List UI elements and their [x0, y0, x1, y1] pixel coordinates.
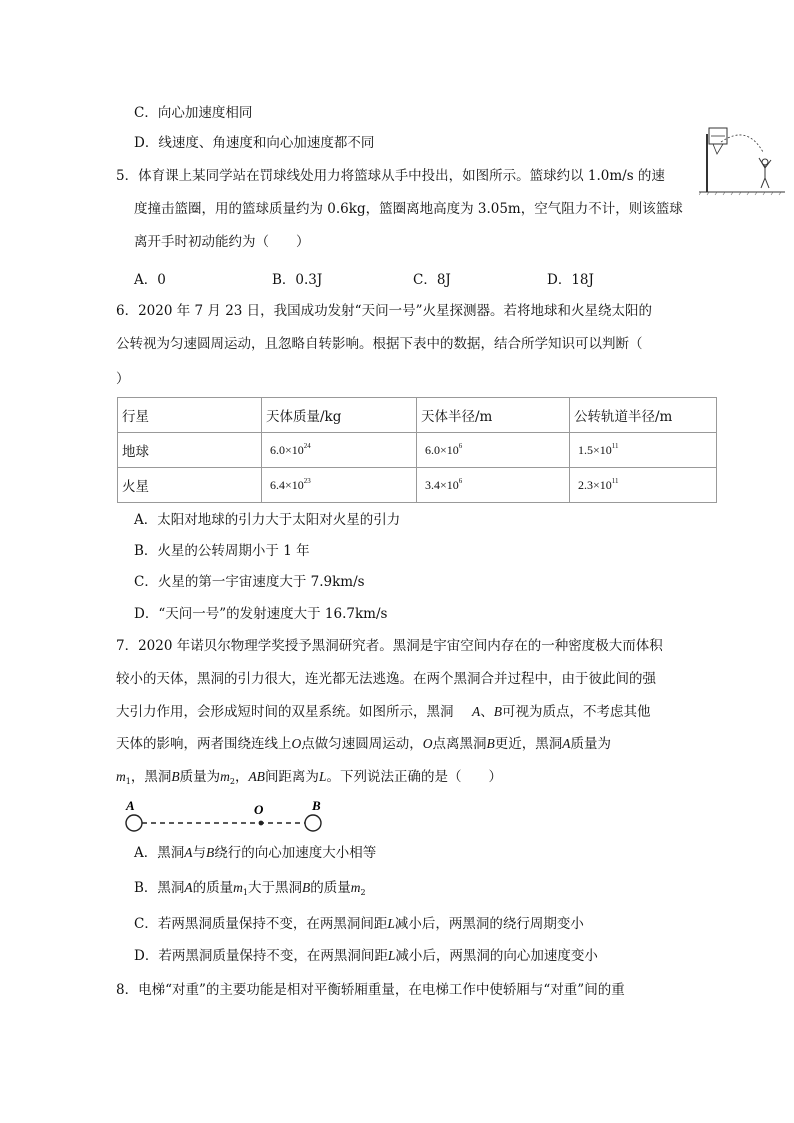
q7-stem-line3-tail: A、B可视为质点，不考虑其他	[472, 704, 651, 720]
table-cell: $6.4\times 10^{23}$	[262, 468, 417, 503]
hoop-net	[713, 144, 723, 154]
q6-option-a: A．太阳对地球的引力大于太阳对火星的引力	[134, 512, 401, 528]
q6-stem-line2: 公转视为匀速圆周运动，且忽略自转影响。根据下表中的数据，结合所学知识可以判断（	[116, 336, 643, 352]
table-cell: $3.4\times 10^6$	[417, 468, 570, 503]
table-cell: $6.0\times 10^{24}$	[262, 433, 417, 468]
q5-option-d: D．18J	[547, 272, 594, 288]
black-hole-b	[305, 815, 321, 831]
q6-option-c: C．火星的第一宇宙速度大于 7.9km/s	[134, 574, 365, 590]
q7-option-a: A．黑洞A与B绕行的向心加速度大小相等	[134, 845, 377, 861]
q7-stem-line3: 大引力作用，会形成短时间的双星系统。如图所示，黑洞	[116, 704, 454, 720]
label-o: O	[254, 802, 264, 817]
basketball-figure	[699, 124, 785, 196]
planet-data-table	[117, 397, 717, 503]
table-cell: 火星	[118, 468, 262, 503]
q5-stem-line2: 度撞击篮圈，用的篮球质量约为 0.6kg，篮圈离地高度为 3.05m，空气阻力不计，则该篮球	[134, 201, 683, 217]
q7-stem-line4: 天体的影响，两者围绕连线上O点做匀速圆周运动，O点离黑洞B更近，黑洞A质量为	[116, 736, 611, 752]
table-cell: $2.3\times 10^{11}$	[570, 468, 717, 503]
q6-stem-line3: ）	[116, 371, 130, 387]
q5-option-a: A．0	[134, 272, 166, 288]
point-o	[259, 821, 264, 826]
table-header: 公转轨道半径/m	[570, 398, 717, 433]
q5-stem-line1: 5．体育课上某同学站在罚球线处用力将篮球从手中投出，如图所示。篮球约以 1.0m/s 的速	[116, 168, 665, 184]
q7-stem-line5: $m_1$，黑洞B质量为$m_2$，AB间距离为L。下列说法正确的是（ ）	[116, 769, 502, 786]
q6-stem-line1: 6．2020 年 7 月 23 日，我国成功发射“天问一号”火星探测器。若将地球和火星绕太阳的	[116, 303, 652, 319]
q7-option-d: D．若两黑洞质量保持不变，在两黑洞间距L减小后，两黑洞的向心加速度变小	[134, 948, 598, 964]
table-header: 天体半径/m	[417, 398, 570, 433]
q6-option-b: B．火星的公转周期小于 1 年	[134, 543, 310, 559]
label-a: A	[126, 798, 135, 813]
q7-stem-line2: 较小的天体，黑洞的引力很大，连光都无法逃逸。在两个黑洞合并过程中，由于彼此间的强	[116, 671, 656, 687]
q5-option-c: C．8J	[413, 272, 451, 288]
table-row	[118, 433, 717, 468]
q7-stem-line1: 7．2020 年诺贝尔物理学奖授予黑洞研究者。黑洞是宇宙空间内存在的一种密度极大而体积	[116, 638, 663, 654]
table-header: 行星	[118, 398, 262, 433]
q4-option-d: D．线速度、角速度和向心加速度都不同	[134, 135, 375, 151]
table-row	[118, 468, 717, 503]
q7-option-c: C．若两黑洞质量保持不变，在两黑洞间距L减小后，两黑洞的绕行周期变小	[134, 916, 584, 932]
table-header: 天体质量/kg	[262, 398, 417, 433]
table-cell: $6.0\times 10^6$	[417, 433, 570, 468]
table-header-row	[118, 398, 717, 433]
label-b: B	[312, 798, 321, 813]
table-cell: 地球	[118, 433, 262, 468]
q7-option-b: B．黑洞A的质量$m_1$大于黑洞B的质量$m_2$	[134, 880, 366, 897]
black-hole-a	[126, 815, 142, 831]
q5-stem-line3: 离开手时初动能约为（ ）	[134, 234, 310, 250]
table-cell: $1.5\times 10^{11}$	[570, 433, 717, 468]
q4-option-c: C．向心加速度相同	[134, 105, 253, 121]
black-hole-diagram	[118, 798, 328, 836]
q6-option-d: D．“天问一号”的发射速度大于 16.7km/s	[134, 606, 388, 622]
q5-option-b: B．0.3J	[272, 272, 323, 288]
q8-stem-line1: 8．电梯“对重”的主要功能是相对平衡轿厢重量，在电梯工作中使轿厢与“对重”间的重	[116, 982, 625, 998]
